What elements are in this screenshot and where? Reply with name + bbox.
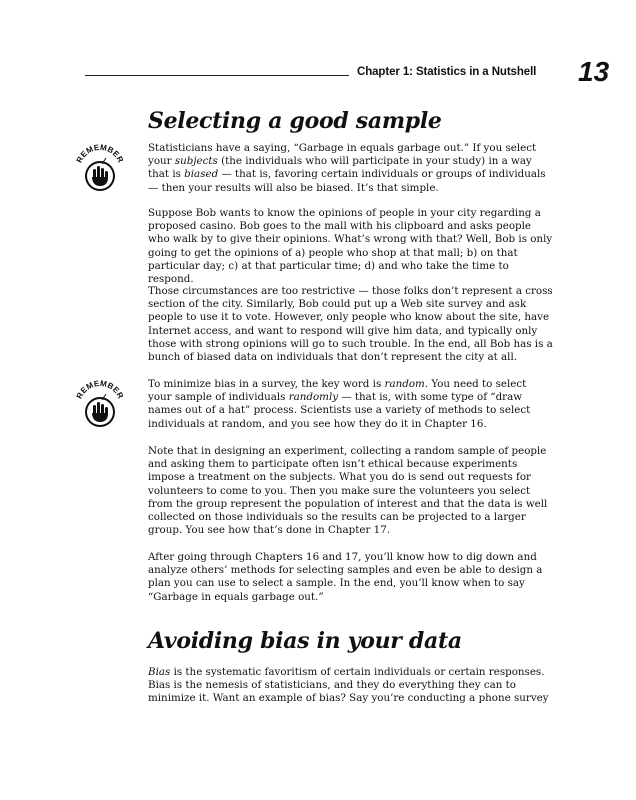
section-heading-selecting-sample: Selecting a good sample bbox=[148, 108, 442, 134]
paragraph: Note that in designing an experiment, collecting a random sample of people and asking them to participate often isn’t ethical because experiments impose a treatment on the subjects. What you do is send out requests for volunteers to come to you. Then you make sure the volunteers you select from the group represent the population of interest and that the data is well collected on those individuals so the results can be projected to a larger group. You see how that’s done in Chapter 17. bbox=[148, 445, 548, 537]
section-heading-avoiding-bias: Avoiding bias in your data bbox=[148, 628, 462, 654]
running-head: Chapter 1: Statistics in a Nutshell bbox=[357, 66, 537, 78]
svg-text:REMEMBER: REMEMBER bbox=[74, 378, 126, 401]
paragraph: After going through Chapters 16 and 17, you’ll know how to dig down and analyze others’ methods for selecting samples and even be able to design a plan you can use to select a sample. In the end, you’ll know when to say “Garbage in equals garbage out.” bbox=[148, 551, 543, 603]
remember-icon bbox=[72, 142, 128, 198]
paragraph: To minimize bias in a survey, the key word is random. You need to select your sample of individuals randomly — that is, with some type of “draw names out of a hat” process. Scientists use a variety of methods to select individuals at random, and you see how they do it in Chapter 16. bbox=[148, 378, 531, 430]
paragraph: Statisticians have a saying, “Garbage in equals garbage out.” If you select your subjects (the individuals who will participate in your study) in a way that is biased — that is, favoring certain individuals or groups of individuals — then your results will also be biased. It’s that simple. bbox=[148, 142, 546, 194]
page-header bbox=[0, 56, 636, 96]
paragraph: Bias is the systematic favoritism of certain individuals or certain responses. Bias is the nemesis of statisticians, and they do everything they can to minimize it. Want an example of bias? Say you’re conducting a phone survey bbox=[148, 666, 549, 705]
page-number: 13 bbox=[578, 56, 610, 87]
svg-text:REMEMBER: REMEMBER bbox=[74, 142, 126, 165]
header-rule bbox=[85, 75, 349, 76]
paragraph: Those circumstances are too restrictive — those folks don’t represent a cross section of the city. Similarly, Bob could put up a Web site survey and ask people to use it to vote. However, only people who know about the site, have Internet access, and want to respond will give him data, and typically only those with strong opinions will go to such trouble. In the end, all Bob has is a bunch of biased data on individuals that don’t represent the city at all. bbox=[148, 285, 553, 364]
paragraph: Suppose Bob wants to know the opinions of people in your city regarding a proposed casino. Bob goes to the mall with his clipboard and asks people who walk by to give their opinions. What’s wrong with that? Well, Bob is only going to get the opinions of a) people who shop at that mall; b) on that particular day; c) at that particular time; d) and who take the time to respond. bbox=[148, 207, 553, 286]
remember-icon bbox=[72, 378, 128, 434]
